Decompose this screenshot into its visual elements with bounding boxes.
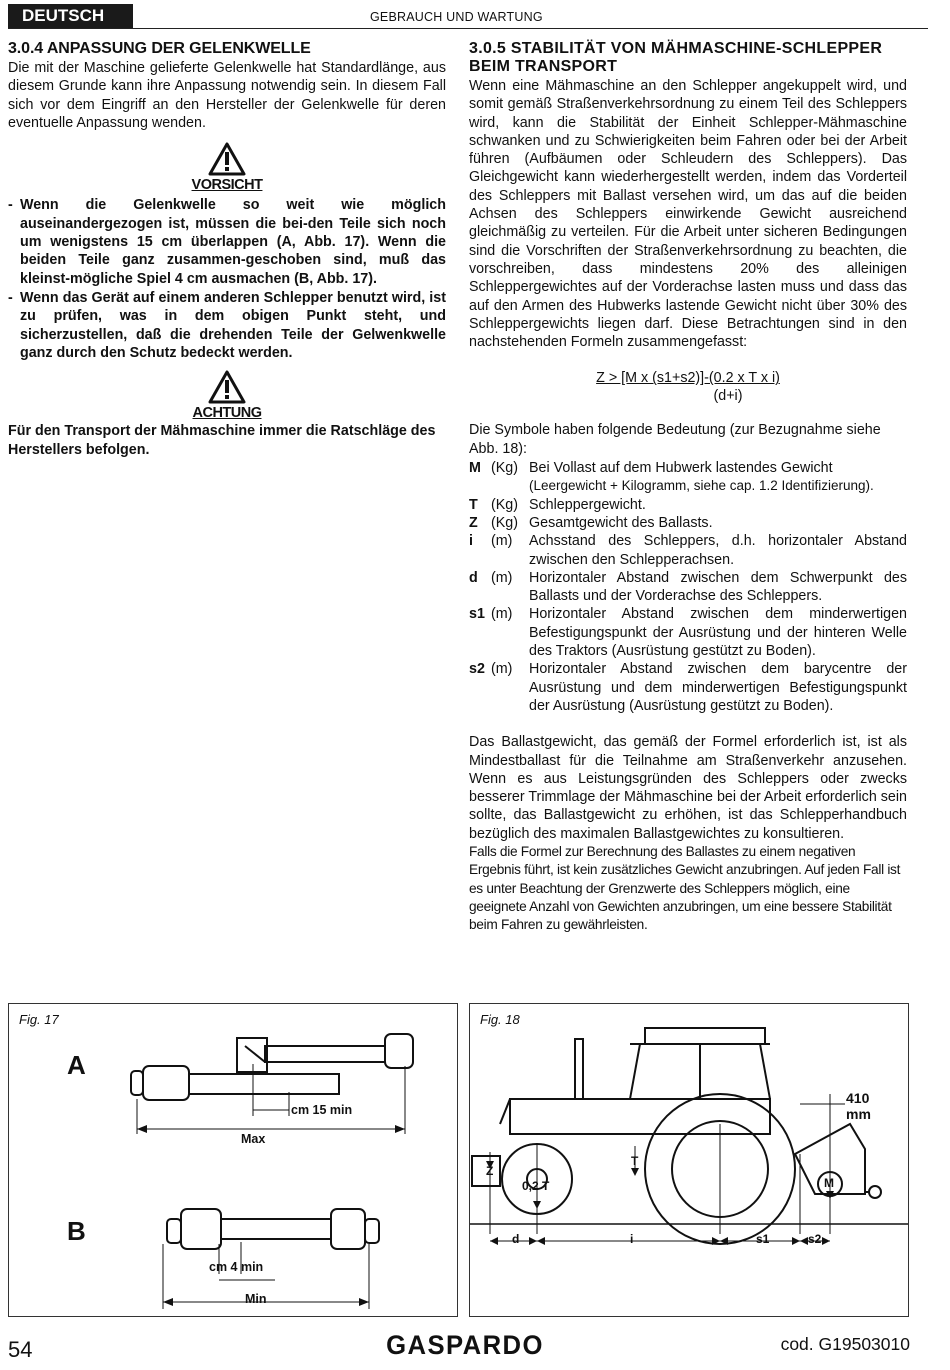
symbol-unit: (m) [491,569,513,586]
symbol-row [469,569,907,606]
symbol-row [469,532,907,569]
figure-18 [469,1003,909,1317]
symbol-row [469,514,907,532]
language-tab: DEUTSCH [8,4,133,28]
document-code: cod. G19503010 [780,1334,910,1354]
max-dimension-label: Max [241,1132,266,1146]
header-section-title: GEBRAUCH UND WARTUNG [370,10,543,24]
symbol: d [469,569,478,586]
symbol-row [469,660,907,715]
symbol-unit: (m) [491,661,513,678]
warning-triangle-icon [208,370,246,404]
figure-letter-b: B [67,1216,86,1246]
figure-17 [8,1003,458,1317]
caution-item: - Wenn die Gelenkwelle so weit wie möglich auseinandergezogen ist, müssen die bei-den Teile sich noch um wenigstens 15 cm überlappen (A, Abb. 17). Wenn die beiden Teile ganz zusammen-geschoben sind, muß das kleinst-mögliche Spiel 4 cm ausmachen (B, Abb. 17). [8,196,446,287]
d-label: d [512,1232,520,1246]
page-number: 54 [8,1337,33,1362]
intro-paragraph: Die mit der Maschine gelieferte Gelenkwelle hat Standardlänge, aus diesem Grunde kann ihre Anpassung notwendig sein. In diesem Fall sich vor dem Eingriff an den Hersteller der Gelenkwelle für deren eventuelle Anpassung wenden. [8,60,446,131]
symbol-row [469,496,907,514]
brand-logo: GASPARDO [386,1330,544,1360]
i-label: i [630,1232,634,1246]
attention-text: Für den Transport der Mähmaschine immer die Ratschläge des Herstellers befolgen. [8,423,436,458]
overlap-dimension-label: cm 15 min [291,1103,353,1117]
section-heading-304: 3.0.4 ANPASSUNG DER GELENKWELLE [8,40,311,57]
symbol-description: Horizontaler Abstand zwischen dem barycentre der Ausrüstung und dem minderwertigen Befestigungspunkt der Ausrüstung (Ausrüstung gestützt zu Boden). [529,661,907,714]
s2-label: s2 [808,1232,822,1246]
symbol-row [469,605,907,660]
caution-item: - Wenn das Gerät auf einem anderen Schlepper benutzt wird, ist zu prüfen, was in dem obigen Punkt steht, und sicherzustellen, daß die drehenden Teile der Gelwenkwelle ganz durch den Schutz bedeckt werden. [8,289,446,362]
section-heading-305: 3.0.5 STABILITÄT VON MÄHMASCHINE-SCHLEPPER BEIM TRANSPORT [469,40,883,75]
symbols-table [469,459,907,715]
ballast-section [469,733,907,934]
dimension-410-label [846,1090,871,1122]
symbols-intro: Die Symbole haben folgende Bedeutung (zur Bezugnahme siehe Abb. 18): [469,422,881,457]
dimension-value: 410 [846,1090,870,1106]
symbol-description: Schleppergewicht. [529,496,646,513]
symbol: T [469,496,478,513]
header-rule [8,28,928,29]
dimension-unit: mm [846,1106,871,1122]
symbol-unit: (m) [491,606,513,623]
symbol-unit: (Kg) [491,514,519,531]
s1-label: s1 [756,1232,770,1246]
ballast-paragraph-note: Falls die Formel zur Berechnung des Ballastes zu einem negativen Ergebnis führt, ist kein zusätzliches Gewicht anzubringen. Auf jeden Fall ist es unter Beachtung der Grenzwerte des Schleppers möglich, eine geeignete Anzahl von Gewichten anzubringen, um eine bessere Stabilität beim Fahren zu gewährleisten. [469,843,901,933]
front-load-label: 0,2 T [522,1179,550,1193]
symbol-description-line: (Leergewicht + Kilogramm, siehe cap. 1.2 Identifizierung). [529,478,874,494]
symbol-unit: (Kg) [491,496,519,513]
formula-numerator: Z > [M x (s1+s2)]-(0.2 x T x i) [596,370,780,387]
symbol-description: Horizontaler Abstand zwischen dem minderwertigen Befestigungspunkt der Ausrüstung und der hinteren Welle des Traktors (Ausrüstung gestützt zu Boden). [529,606,907,660]
symbol-description-line: Bei Vollast auf dem Hubwerk lastendes Gewicht [529,460,833,477]
right-column [469,40,907,934]
symbol: Z [469,514,478,531]
stability-intro: Wenn eine Mähmaschine an den Schlepper angekuppelt wird, und somit gemäß Straßenverkehrsordnung zu einem Teil des Schleppers wird, kann die Stabilität der Einheit Schlepper-Mähmaschine schwanken und zu Schwierigkeiten beim Fahren oder bei der Arbeit führen (Aufbäumen oder Schleudern des Schleppers). Das Gleichgewicht kann wiederhergestellt werden, indem das Vorderteil des Schleppers mit Ballast versehen wird, um das auf die beiden Achsen des Schleppers einwirkende Gewicht ausreichend gleichmäßig zu verteilen. Für die Arbeit unter sicheren Bedingungen sind die Vorschriften der Straßenverkehrsordnung zu beachten, die vorschreiben, dass mindestens 20% des alleinigen Schleppergewichtes auf der Vorderachse lasten muss und dass das auf den Armen des Hubwerks lastende Gewicht nicht über 30% des Schleppergewichts liegen darf. Diese Betrachtungen sind in den nachstehenden Formeln zusammengefasst: [469,78,907,351]
left-column [8,40,446,459]
symbol-unit: (Kg) [491,460,519,477]
symbol-description: Horizontaler Abstand zwischen dem Schwerpunkt des Ballasts und der Vorderachse des Schleppers. [529,569,907,605]
symbol-description: Achsstand des Schleppers, d.h. horizontaler Abstand zwischen den Schlepperachsen. [529,533,907,568]
attention-block [8,370,446,422]
ballast-paragraph: Das Ballastgewicht, das gemäß der Formel erforderlich ist, ist als Mindestballast für die Teilnahme am Straßenverkehr anzusehen. Wenn es aus Leistungsgründen des Schleppers oder zwecks besserer Trimmlage der Mähmaschine bei der Arbeit erforderlich sein sollte, das Ballastgewicht zu erhöhen, ist das Schlepperhandbuch bezüglich des maximalen Ballastgewichtes zu konsultieren. [469,734,907,842]
formula-denominator: (d+i) [713,388,743,405]
t-label: T [631,1154,639,1168]
m-label: M [824,1176,834,1190]
figure-label: Fig. 17 [19,1012,59,1027]
symbol-unit: (m) [491,533,513,550]
symbol-description [529,459,907,496]
symbol: s1 [469,606,485,623]
tractor-stability-diagram [470,1004,908,1316]
caution-list [8,196,446,362]
caution-label: VORSICHT [191,177,263,194]
gap-dimension-label: cm 4 min [209,1260,264,1274]
figure-letter-a: A [67,1050,86,1080]
symbol: M [469,460,481,477]
symbol-description: Gesamtgewicht des Ballasts. [529,514,713,531]
attention-label: ACHTUNG [192,405,262,422]
symbol-row [469,459,907,496]
ballast-formula [469,369,907,405]
warning-triangle-icon [208,142,246,176]
figure-label: Fig. 18 [480,1012,520,1027]
symbol: i [469,533,473,550]
z-label: Z [486,1164,494,1178]
symbol: s2 [469,661,485,678]
min-dimension-label: Min [245,1292,267,1306]
caution-block [8,142,446,194]
